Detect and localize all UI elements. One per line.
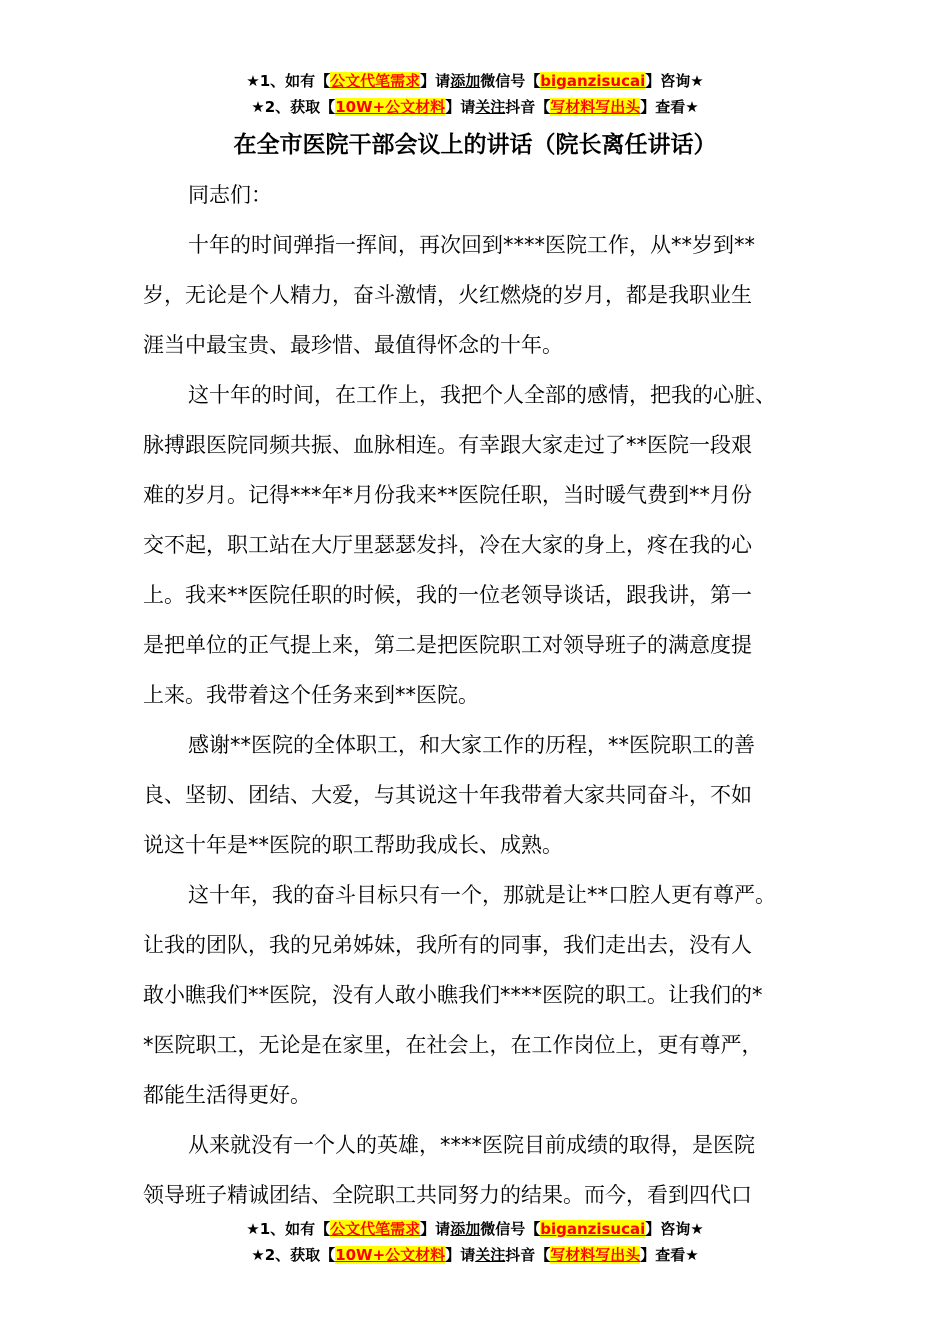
banner-highlight: 写材料写出头 (550, 1246, 641, 1264)
banner-text: ★2、获取【 (251, 98, 336, 116)
header-banner (0, 68, 950, 120)
banner-emphasis: 关注 (475, 98, 506, 116)
text-line: 同志们： (188, 183, 272, 207)
banner-line-2 (0, 1242, 950, 1268)
banner-text: ★1、如有【 (246, 1220, 331, 1238)
banner-text: 】查看★ (640, 98, 699, 116)
text-line: 敢小瞧我们**医院，没有人敢小瞧我们****医院的职工。让我们的* (143, 983, 763, 1007)
banner-highlight: 公文代笔需求 (330, 72, 421, 90)
text-line: 良、坚韧、团结、大爱，与其说这十年我带着大家共同奋斗，不如 (143, 783, 752, 807)
text-line: 让我的团队，我的兄弟姊妹，我所有的同事，我们走出去，没有人 (143, 933, 752, 957)
text-line: 上。我来**医院任职的时候，我的一位老领导谈话，跟我讲，第一 (143, 583, 752, 607)
banner-text: 】请 (420, 1220, 451, 1238)
text-line: 这十年的时间，在工作上，我把个人全部的感情，把我的心脏、 (188, 383, 776, 407)
text-line: 领导班子精诚团结、全院职工共同努力的结果。而今，看到四代口 (143, 1183, 752, 1207)
banner-text: 】咨询★ (645, 72, 704, 90)
text-line: 岁，无论是个人精力，奋斗激情，火红燃烧的岁月，都是我职业生 (143, 283, 752, 307)
document-body (143, 170, 815, 1220)
text-line: 从来就没有一个人的英雄，****医院目前成绩的取得，是医院 (188, 1133, 755, 1157)
banner-text: ★1、如有【 (246, 72, 331, 90)
banner-text: 】请 (445, 1246, 476, 1264)
text-line: 说这十年是**医院的职工帮助我成长、成熟。 (143, 833, 563, 857)
document-title: 在全市医院干部会议上的讲话（院长离任讲话） (233, 132, 717, 158)
banner-highlight: 写材料写出头 (550, 98, 641, 116)
banner-text: ★2、获取【 (251, 1246, 336, 1264)
banner-text: 】请 (445, 98, 476, 116)
text-line: 涯当中最宝贵、最珍惜、最值得怀念的十年。 (143, 333, 563, 357)
text-line: 上来。我带着这个任务来到**医院。 (143, 683, 479, 707)
banner-text: 】请 (420, 72, 451, 90)
banner-highlight: 10W+公文材料 (335, 98, 446, 116)
text-line: *医院职工，无论是在家里，在社会上，在工作岗位上，更有尊严， (143, 1033, 763, 1057)
banner-text: 微信号【 (480, 1220, 541, 1238)
text-line: 难的岁月。记得***年*月份我来**医院任职，当时暖气费到**月份 (143, 483, 752, 507)
text-line: 都能生活得更好。 (143, 1083, 311, 1107)
footer-banner (0, 1216, 950, 1268)
banner-text: 抖音【 (505, 1246, 551, 1264)
banner-text: 】咨询★ (645, 1220, 704, 1238)
banner-line-1 (0, 68, 950, 94)
text-line: 十年的时间弹指一挥间，再次回到****医院工作，从**岁到** (188, 233, 755, 257)
text-line: 是把单位的正气提上来，第二是把医院职工对领导班子的满意度提 (143, 633, 752, 657)
banner-highlight: biganzisucai (540, 72, 646, 90)
banner-highlight: biganzisucai (540, 1220, 646, 1238)
banner-emphasis: 添加 (450, 72, 481, 90)
banner-text: 微信号【 (480, 72, 541, 90)
banner-line-1 (0, 1216, 950, 1242)
banner-highlight: 公文代笔需求 (330, 1220, 421, 1238)
banner-text: 抖音【 (505, 98, 551, 116)
banner-line-2 (0, 94, 950, 120)
text-line: 脉搏跟医院同频共振、血脉相连。有幸跟大家走过了**医院一段艰 (143, 433, 752, 457)
text-line: 感谢**医院的全体职工，和大家工作的历程，**医院职工的善 (188, 733, 755, 757)
banner-emphasis: 关注 (475, 1246, 506, 1264)
banner-highlight: 10W+公文材料 (335, 1246, 446, 1264)
text-line: 交不起，职工站在大厅里瑟瑟发抖，冷在大家的身上，疼在我的心 (143, 533, 752, 557)
banner-text: 】查看★ (640, 1246, 699, 1264)
banner-emphasis: 添加 (450, 1220, 481, 1238)
text-line: 这十年，我的奋斗目标只有一个，那就是让**口腔人更有尊严。 (188, 883, 776, 907)
